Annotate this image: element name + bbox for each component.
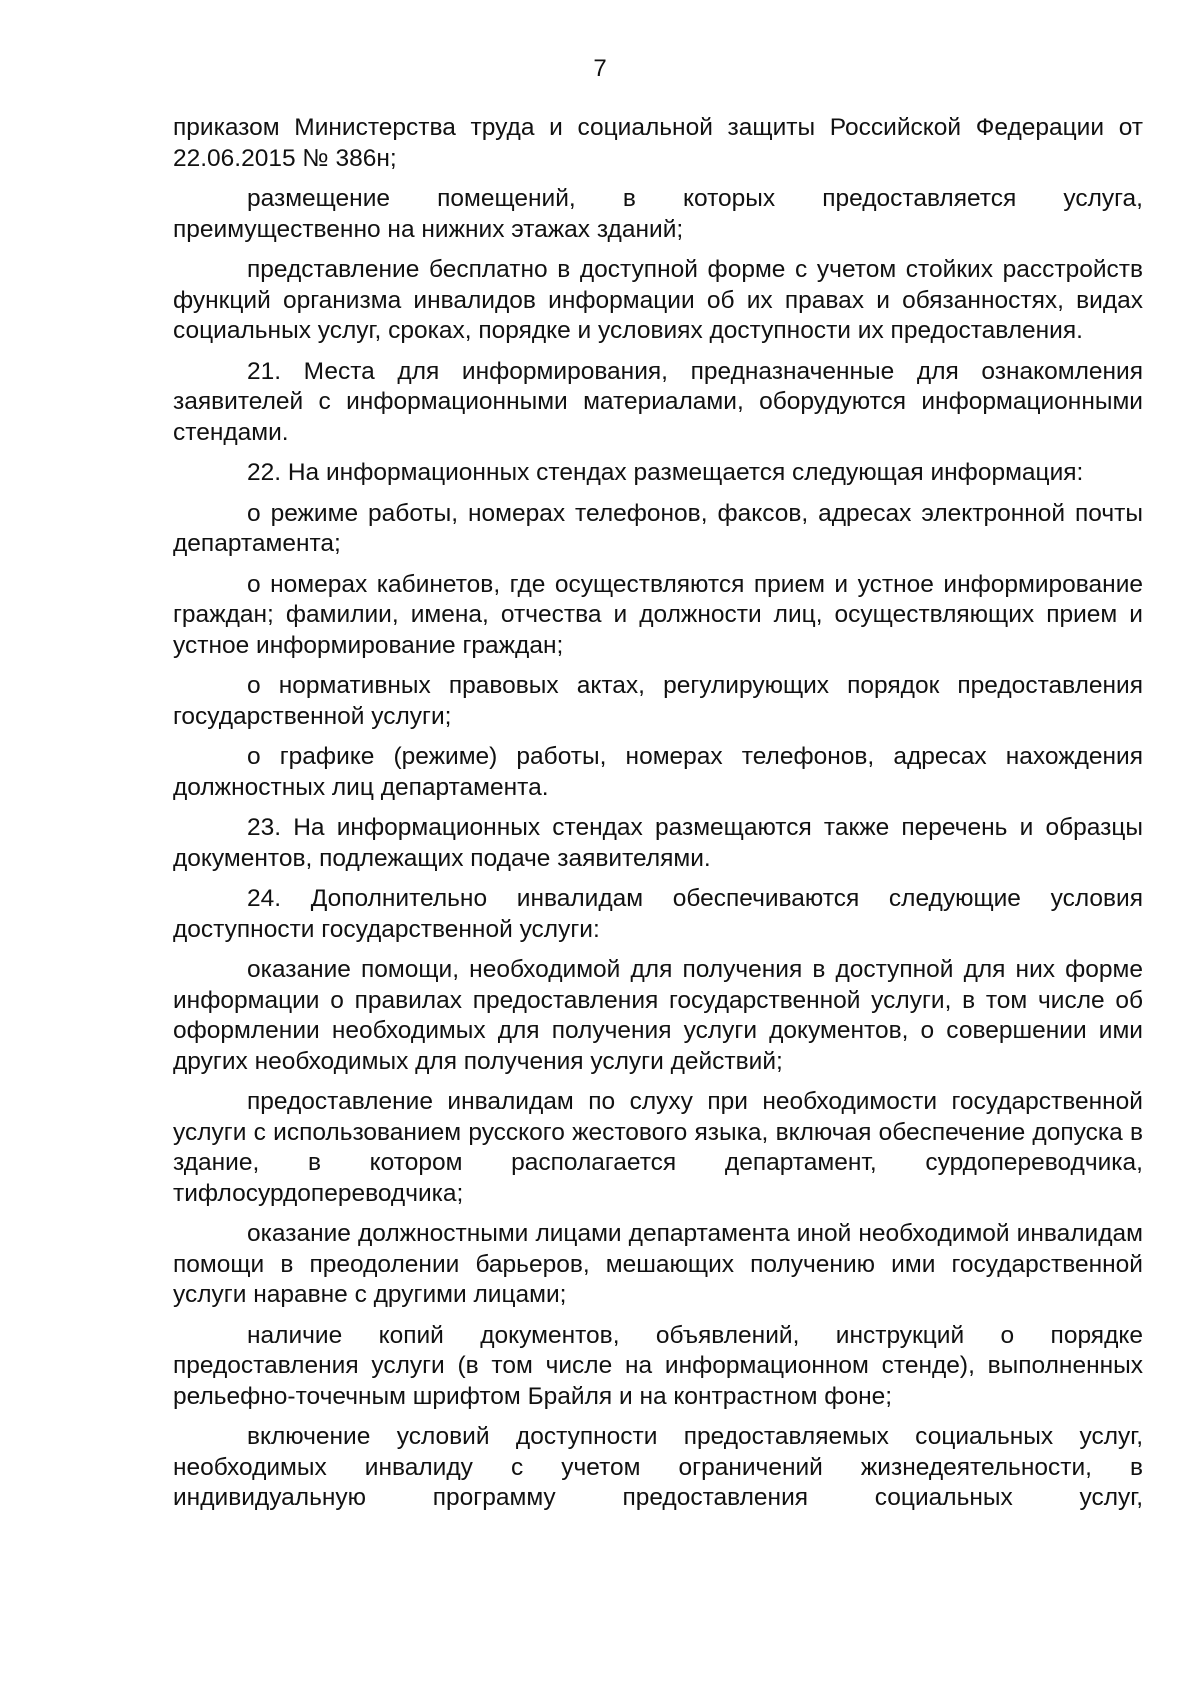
paragraph-premises-placement: размещение помещений, в которых предоставляется услуга, преимущественно на нижних этажах зданий;	[173, 185, 1143, 243]
paragraph-order-reference: приказом Министерства труда и социальной защиты Российской Федерации от 22.06.2015 № 386н;	[173, 114, 1143, 172]
paragraph-free-information: представление бесплатно в доступной форме с учетом стойких расстройств функций организма инвалидов информации об их правах и обязанностях, видах социальных услуг, сроках, порядке и условиях доступности их предоставления.	[173, 256, 1143, 344]
paragraph-braille-copies: наличие копий документов, объявлений, инструкций о порядке предоставления услуги (в том числе на информационном стенде), выполненных рельефно-точечным шрифтом Брайля и на контрастном фоне;	[173, 1321, 1143, 1410]
page-number: 7	[593, 55, 607, 82]
document-body	[173, 113, 1143, 1514]
paragraph-individual-program: включение условий доступности предоставляемых социальных услуг, необходимых инвалиду с учетом ограничений жизнедеятельности, в индивидуальную программу предоставления социальных услуг,	[173, 1423, 1143, 1511]
paragraph-legal-acts: о нормативных правовых актах, регулирующих порядок предоставления государственной услуги;	[173, 672, 1143, 730]
paragraph-sign-language: предоставление инвалидам по слуху при необходимости государственной услуги с использованием русского жестового языка, включая обеспечение допуска в здание, в котором располагается департамент, сурдопереводчика, тифлосурдопереводчика;	[173, 1088, 1143, 1207]
paragraph-item-22: 22. На информационных стендах размещается следующая информация:	[247, 459, 1084, 486]
paragraph-office-numbers: о номерах кабинетов, где осуществляются прием и устное информирование граждан; фамилии, имена, отчества и должности лиц, осуществляющих прием и устное информирование граждан;	[173, 570, 1143, 659]
paragraph-item-23: 23. На информационных стендах размещаются также перечень и образцы документов, подлежащих подаче заявителями.	[173, 814, 1143, 872]
paragraph-working-hours: о режиме работы, номерах телефонов, факсов, адресах электронной почты департамента;	[173, 499, 1143, 557]
paragraph-schedule: о графике (режиме) работы, номерах телефонов, адресах нахождения должностных лиц департамента.	[173, 743, 1143, 801]
paragraph-item-21: 21. Места для информирования, предназначенные для ознакомления заявителей с информационными материалами, оборудуются информационными стендами.	[173, 357, 1143, 446]
paragraph-assistance: оказание помощи, необходимой для получения в доступной для них форме информации о правилах предоставления государственной услуги, в том числе об оформлении необходимых для получения услуги документов, о совершении ими других необходимых для получения услуги действий;	[173, 956, 1143, 1075]
paragraph-item-24: 24. Дополнительно инвалидам обеспечиваются следующие условия доступности государственной услуги:	[173, 885, 1143, 943]
paragraph-barrier-help: оказание должностными лицами департамента иной необходимой инвалидам помощи в преодолении барьеров, мешающих получению ими государственной услуги наравне с другими лицами;	[173, 1220, 1143, 1308]
